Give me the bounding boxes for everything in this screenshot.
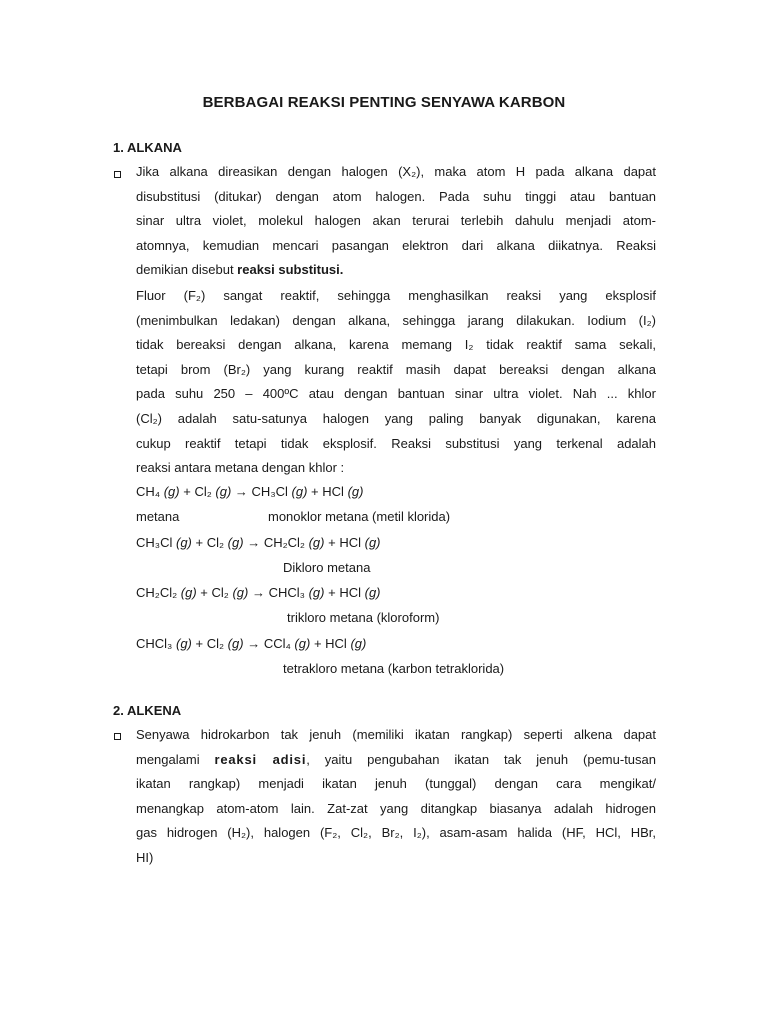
compound-name: monoklor metana (metil klorida) [268,509,451,524]
plus-sign: + [195,535,204,550]
alkena-paragraph [136,723,656,871]
state-label: (g) [232,585,249,600]
reactant: Cl₂ [194,484,212,499]
text-line: disubstitusi (ditukar) dengan atom halogen. Pada suhu tinggi atau bantuan [136,188,656,204]
text-line: Fluor (F₂) sangat reaktif, sehingga menghasilkan reaksi yang eksplosif [136,288,656,303]
reaction-equation [136,585,381,600]
text-line: HI) [136,849,154,865]
compound-name: trikloro metana (kloroform) [287,610,440,625]
arrow-icon: → [247,535,261,550]
bullet-icon [114,171,121,178]
plus-sign: + [311,484,319,499]
text-line: atomnya, kemudian mencari pasangan elektron dari alkana diikatnya. Reaksi [136,237,656,253]
state-label: (g) [175,636,192,651]
reaction-equation [136,484,363,499]
text-line: pada suhu 250 – 400ºC atau dengan bantuan sinar ultra violet. Nah ... khlor [136,386,656,402]
text-line [136,748,656,773]
section-heading-alkana: 1. ALKANA [113,140,182,155]
alkana-paragraph-1 [136,160,656,283]
state-label: (g) [175,535,192,550]
text-line [136,258,656,283]
reactant: Cl₂ [211,585,229,600]
text-line: menangkap atom-atom lain. Zat-zat yang ditangkap biasanya adalah hidrogen [136,800,656,816]
compound-name: Dikloro metana [283,560,371,575]
state-label: (g) [163,484,180,499]
text-line: ikatan rangkap) menjadi ikatan jenuh (tunggal) dengan cara mengikat/ [136,776,656,792]
product: HCl [339,535,361,550]
text-fragment: demikian disebut [136,262,238,278]
reaction-equation [136,636,366,651]
compound-name: tetrakloro metana (karbon tetraklorida) [283,661,505,676]
state-label: (g) [350,636,367,651]
reactant: Cl₂ [206,535,225,550]
state-label: (g) [364,585,381,600]
arrow-icon: → [247,636,261,651]
plus-sign: + [200,585,208,600]
plus-sign: + [328,535,336,550]
state-label: (g) [227,535,244,550]
text-fragment: , yaitu pengubahan ikatan tak jenuh (pemu-tusan [306,751,656,767]
state-label: (g) [364,535,381,550]
state-label: (g) [180,585,197,600]
reactant: Cl₂ [206,636,225,651]
plus-sign: + [328,585,336,600]
reactant: CH₄ [136,484,161,499]
product: HCl [339,585,361,600]
state-label: (g) [308,585,325,600]
bold-term-substitusi: reaksi substitusi. [237,262,344,278]
text-line: Jika alkana direasikan dengan halogen (X₂), maka atom H pada alkana dapat [136,164,656,179]
compound-name: metana [136,509,180,524]
plus-sign: + [313,636,322,651]
text-line: gas hidrogen (H₂), halogen (F₂, Cl₂, Br₂, I₂), asam-asam halida (HF, HCl, HBr, [136,825,656,841]
section-heading-alkena: 2. ALKENA [113,703,182,718]
state-label: (g) [308,535,325,550]
bullet-icon [114,733,121,740]
product: CH₃Cl [251,484,288,499]
text-line: cukup reaktif tetapi tidak eksplosif. Reaksi substitusi yang terkenal adalah [136,435,656,451]
arrow-icon: → [251,585,265,600]
text-line: tetapi brom (Br₂) yang kurang reaktif masih dapat bereaksi dengan alkana [136,361,656,377]
product: CCl₄ [263,636,291,651]
text-line: sinar ultra violet, molekul halogen akan terurai terlebih dahulu menjadi atom- [136,213,656,229]
alkana-paragraph-2 [136,284,656,481]
page-title: BERBAGAI REAKSI PENTING SENYAWA KARBON [202,94,566,111]
text-line: (Cl₂) adalah satu-satunya halogen yang paling banyak digunakan, karena [136,410,656,426]
state-label: (g) [347,484,364,499]
reactant: CH₃Cl [136,535,173,550]
text-line: Senyawa hidrokarbon tak jenuh (memiliki ikatan rangkap) seperti alkena dapat [136,727,656,742]
reaction-equation [136,535,381,550]
product: CH₂Cl₂ [263,535,305,550]
text-line: (menimbulkan ledakan) dengan alkana, sehingga jarang dilakukan. Iodium (I₂) [136,312,656,328]
state-label: (g) [294,636,311,651]
state-label: (g) [215,484,232,499]
text-line: tidak bereaksi dengan alkana, karena memang I₂ tidak reaktif sama sekali, [136,337,656,353]
bold-term-adisi: reaksi adisi [214,751,307,767]
product: CHCl₃ [268,585,305,600]
text-fragment: mengalami [136,751,215,767]
reactant: CHCl₃ [136,636,173,651]
state-label: (g) [291,484,308,499]
plus-sign: + [195,636,204,651]
reactant: CH₂Cl₂ [136,585,178,600]
product: HCl [325,636,347,651]
arrow-icon: → [234,484,248,499]
text-line: reaksi antara metana dengan khlor : [136,460,345,476]
state-label: (g) [227,636,244,651]
plus-sign: + [183,484,191,499]
product: HCl [322,484,344,499]
